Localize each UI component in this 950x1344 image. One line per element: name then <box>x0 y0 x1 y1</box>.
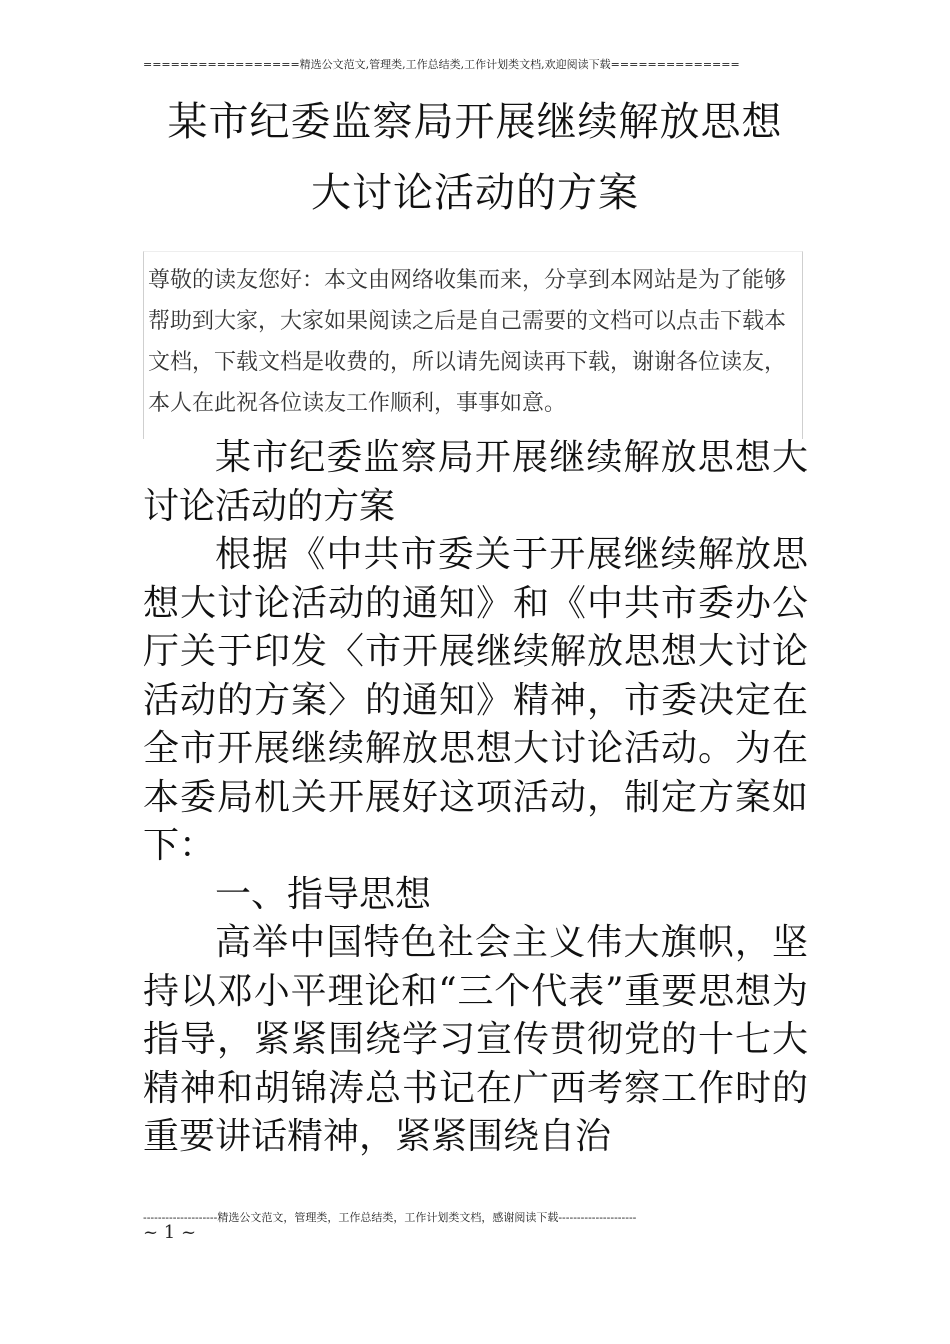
section-heading-guiding-ideology: 一、指导思想 <box>215 873 432 915</box>
document-title-line-2: 大讨论活动的方案 <box>311 170 639 216</box>
reader-notice-box <box>143 251 803 439</box>
footer-banner: --------------------精选公文范文，管理类，工作总结类，工作计划类文档，感谢阅读下载--------------------- <box>143 1211 637 1224</box>
body-heading-paragraph: 某市纪委监察局开展继续解放思想大讨论活动的方案 <box>143 437 808 527</box>
reader-notice-text: 尊敬的读友您好：本文由网络收集而来，分享到本网站是为了能够帮助到大家，大家如果阅读之后是自己需要的文档可以点击下载本文档，下载文档是收费的，所以请先阅读再下载，谢谢各位读友，本人在此祝各位读友工作顺利，事事如意。 <box>148 268 787 416</box>
document-title-line-1: 某市纪委监察局开展继续解放思想 <box>167 99 783 145</box>
body-intro-paragraph: 根据《中共市委关于开展继续解放思想大讨论活动的通知》和《中共市委办公厅关于印发〈市开展继续解放思想大讨论活动的方案〉的通知》精神，市委决定在全市开展继续解放思想大讨论活动。为在本委局机关开展好这项活动，制定方案如下： <box>143 534 808 866</box>
page-number: ~ 1 ~ <box>143 1222 197 1243</box>
header-banner: =================精选公文范文,管理类,工作总结类,工作计划类文档,欢迎阅读下载============== <box>143 58 740 71</box>
document-body <box>143 434 808 1162</box>
guiding-ideology-paragraph: 高举中国特色社会主义伟大旗帜，坚持以邓小平理论和“三个代表”重要思想为指导，紧紧围绕学习宣传贯彻党的十七大精神和胡锦涛总书记在广西考察工作时的重要讲话精神，紧紧围绕自治 <box>143 922 808 1157</box>
